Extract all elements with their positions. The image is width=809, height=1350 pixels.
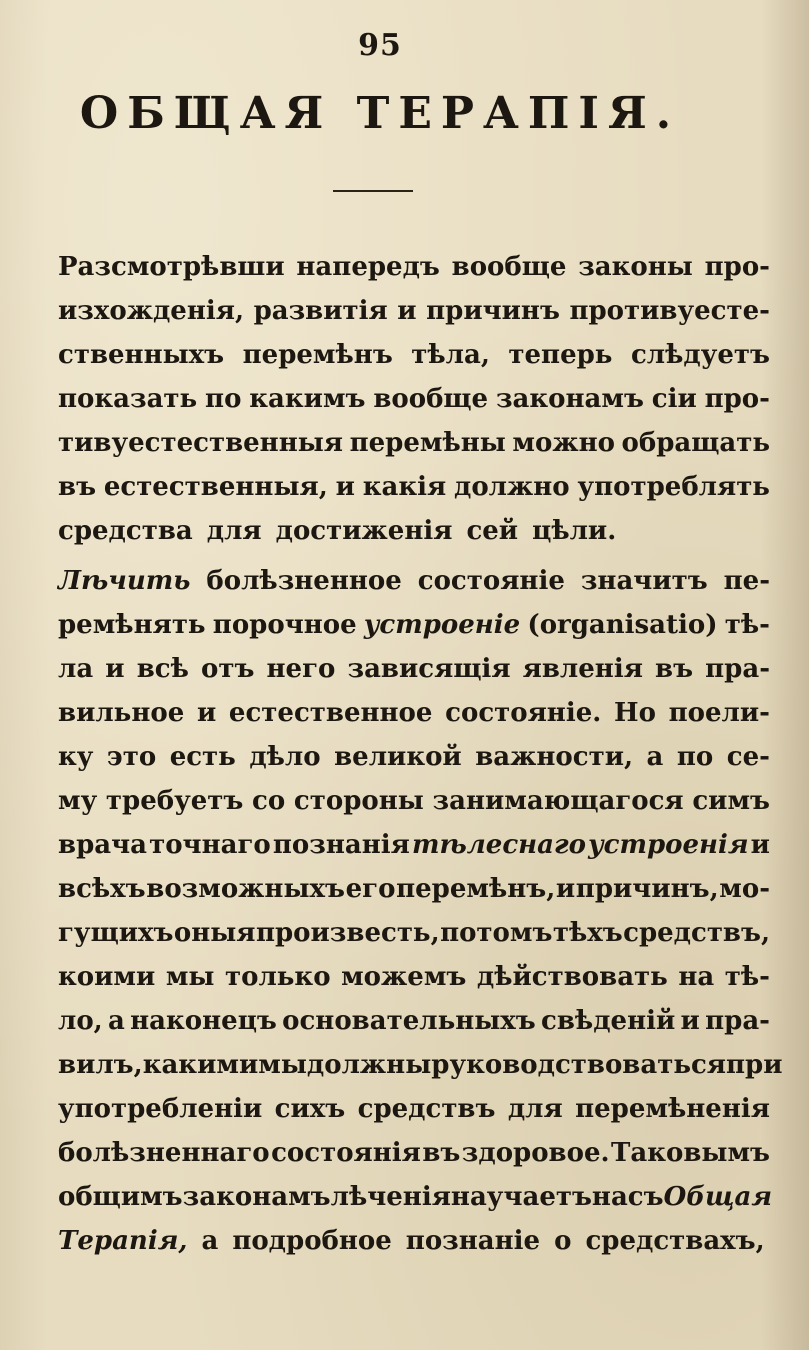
word: въ <box>422 1138 461 1168</box>
word: показать <box>58 384 198 414</box>
word: пе- <box>723 566 770 596</box>
word: вилъ, <box>58 1050 143 1080</box>
word: се- <box>726 742 770 772</box>
text-line <box>58 1087 770 1131</box>
word: точнаго <box>149 830 271 860</box>
word: поели- <box>668 698 770 728</box>
text-line <box>58 245 770 289</box>
word: ло, <box>58 1006 103 1036</box>
word: симъ <box>692 786 770 816</box>
word: средствъ, <box>623 918 770 948</box>
word: обращать <box>621 428 770 458</box>
text-line <box>58 1219 770 1263</box>
word: напередъ <box>296 252 440 282</box>
word: перемѣнъ, <box>396 874 556 904</box>
word: сей <box>466 516 519 546</box>
text-line <box>58 333 770 377</box>
word: важности, <box>475 742 634 772</box>
word: естественное <box>228 698 433 728</box>
word: должно <box>454 472 570 502</box>
word: му <box>58 786 98 816</box>
word: и <box>196 698 217 728</box>
word: и <box>397 296 417 326</box>
word: научаетъ <box>450 1182 592 1212</box>
word: и <box>555 874 576 904</box>
word: познаніе <box>405 1226 541 1256</box>
word: сихъ <box>274 1094 346 1124</box>
word: состояніе. <box>445 698 602 728</box>
word: перемѣненія <box>575 1094 770 1124</box>
word: въ <box>655 654 694 684</box>
word: тѣ- <box>724 610 770 640</box>
word: (organisatio) <box>527 610 718 640</box>
word: лѣченія <box>330 1182 451 1212</box>
word: и <box>750 830 770 860</box>
word: мы <box>258 1050 307 1080</box>
word: для <box>206 516 262 546</box>
word: Общая <box>663 1182 773 1212</box>
text-line <box>58 867 770 911</box>
text-line <box>58 823 770 867</box>
word: отъ <box>201 654 255 684</box>
word: законамъ <box>495 384 644 414</box>
word: великой <box>334 742 462 772</box>
word: устроенія <box>588 830 749 860</box>
word: можно <box>512 428 615 458</box>
word: при <box>726 1050 783 1080</box>
word: всѣ <box>136 654 189 684</box>
word: это <box>106 742 157 772</box>
word: законамъ <box>182 1182 331 1212</box>
word: коими <box>58 962 156 992</box>
word: ку <box>58 742 94 772</box>
word: занимающагося <box>432 786 684 816</box>
word: и <box>680 1006 700 1036</box>
text-line <box>58 509 770 553</box>
word: вильное <box>58 698 185 728</box>
word: употреблять <box>577 472 770 502</box>
word: Таковымъ <box>611 1138 770 1168</box>
word: какія <box>362 472 447 502</box>
word: наконецъ <box>130 1006 277 1036</box>
word: тѣ- <box>724 962 770 992</box>
word: тѣлеснаго <box>411 830 586 860</box>
text-line <box>58 377 770 421</box>
word: общимъ <box>58 1182 183 1212</box>
word: стороны <box>293 786 424 816</box>
word: руководствоваться <box>431 1050 726 1080</box>
word: причинъ <box>426 296 560 326</box>
word: теперь <box>508 340 613 370</box>
word: естественныя, <box>103 472 328 502</box>
word: должны <box>306 1050 432 1080</box>
text-line <box>58 465 770 509</box>
word: на <box>678 962 715 992</box>
word: тѣхъ <box>552 918 623 948</box>
word: пра- <box>705 1006 770 1036</box>
page-number: 95 <box>358 28 402 63</box>
word: Терапія, <box>58 1226 188 1256</box>
word: причинъ, <box>575 874 719 904</box>
word: требуетъ <box>105 786 244 816</box>
word: дѣйствовать <box>476 962 668 992</box>
word: а <box>108 1006 125 1036</box>
word: про- <box>704 252 770 282</box>
word: подробное <box>232 1226 392 1256</box>
word: какимъ <box>249 384 366 414</box>
word: сіи <box>651 384 697 414</box>
word: и <box>105 654 125 684</box>
word: тѣла, <box>411 340 490 370</box>
word: цѣли. <box>532 516 617 546</box>
word: по <box>676 742 714 772</box>
word: какими <box>142 1050 259 1080</box>
body-text <box>58 245 783 1263</box>
heading-divider <box>333 190 413 192</box>
word: законы <box>578 252 693 282</box>
paragraph-1 <box>58 245 770 553</box>
word: основательныхъ <box>282 1006 536 1036</box>
word: его <box>345 874 396 904</box>
text-line <box>58 559 770 603</box>
word: порочное <box>212 610 357 640</box>
text-line <box>58 1043 783 1087</box>
word: средства <box>58 516 193 546</box>
word: вообще <box>373 384 489 414</box>
word: Но <box>614 698 656 728</box>
text-line <box>58 1131 770 1175</box>
word: ла <box>58 654 94 684</box>
word: тивуестественныя <box>58 428 344 458</box>
word: него <box>266 654 336 684</box>
text-line <box>58 779 770 823</box>
word: о <box>554 1226 572 1256</box>
word: противуесте- <box>569 296 770 326</box>
text-line <box>58 647 770 691</box>
page-heading: ОБЩАЯ ТЕРАПІЯ. <box>79 88 681 139</box>
word: мо- <box>719 874 770 904</box>
word: а <box>646 742 664 772</box>
word: Разсмотрѣвши <box>58 252 285 282</box>
word: потомъ <box>440 918 553 948</box>
word: гущихъ <box>58 918 174 948</box>
text-line <box>58 735 770 779</box>
text-line <box>58 955 770 999</box>
word: изхожденія, <box>58 296 245 326</box>
word: есть <box>169 742 236 772</box>
word: а <box>201 1226 219 1256</box>
word: состояніе <box>417 566 565 596</box>
word: развитія <box>253 296 388 326</box>
word: насъ <box>591 1182 664 1212</box>
word: ремѣнять <box>58 610 206 640</box>
word: со <box>252 786 286 816</box>
paragraph-2 <box>58 559 783 1263</box>
word: врача <box>58 830 147 860</box>
word: слѣдуетъ <box>630 340 770 370</box>
word: можемъ <box>341 962 467 992</box>
word: Лѣчить <box>58 566 191 596</box>
word: возможныхъ <box>146 874 345 904</box>
word: дѣло <box>249 742 321 772</box>
word: достиженія <box>275 516 453 546</box>
word: значитъ <box>580 566 708 596</box>
text-line <box>58 603 770 647</box>
word: перемѣны <box>349 428 506 458</box>
word: устроеніе <box>363 610 521 640</box>
word: зависящія <box>347 654 511 684</box>
word: свѣденій <box>541 1006 676 1036</box>
word: перемѣнъ <box>242 340 393 370</box>
word: только <box>225 962 331 992</box>
word: средствъ <box>357 1094 496 1124</box>
word: вообще <box>451 252 567 282</box>
word: и <box>335 472 355 502</box>
word: пра- <box>705 654 770 684</box>
word: про- <box>704 384 770 414</box>
word: употребленіи <box>58 1094 263 1124</box>
word: болѣзненное <box>206 566 402 596</box>
word: по <box>205 384 242 414</box>
word: явленія <box>522 654 643 684</box>
word: въ <box>58 472 97 502</box>
text-line <box>58 289 770 333</box>
text-line <box>58 691 770 735</box>
word: познанія <box>272 830 410 860</box>
text-line <box>58 421 770 465</box>
word: произвесть, <box>255 918 440 948</box>
word: болѣзненнаго <box>58 1138 270 1168</box>
word: мы <box>165 962 215 992</box>
word: здоровое. <box>461 1138 610 1168</box>
word: всѣхъ <box>58 874 146 904</box>
text-line <box>58 911 770 955</box>
word: средствахъ, <box>585 1226 765 1256</box>
text-line <box>58 1175 773 1219</box>
word: оныя <box>173 918 256 948</box>
text-line <box>58 999 770 1043</box>
word: ственныхъ <box>58 340 225 370</box>
word: состоянія <box>271 1138 421 1168</box>
word: для <box>507 1094 563 1124</box>
